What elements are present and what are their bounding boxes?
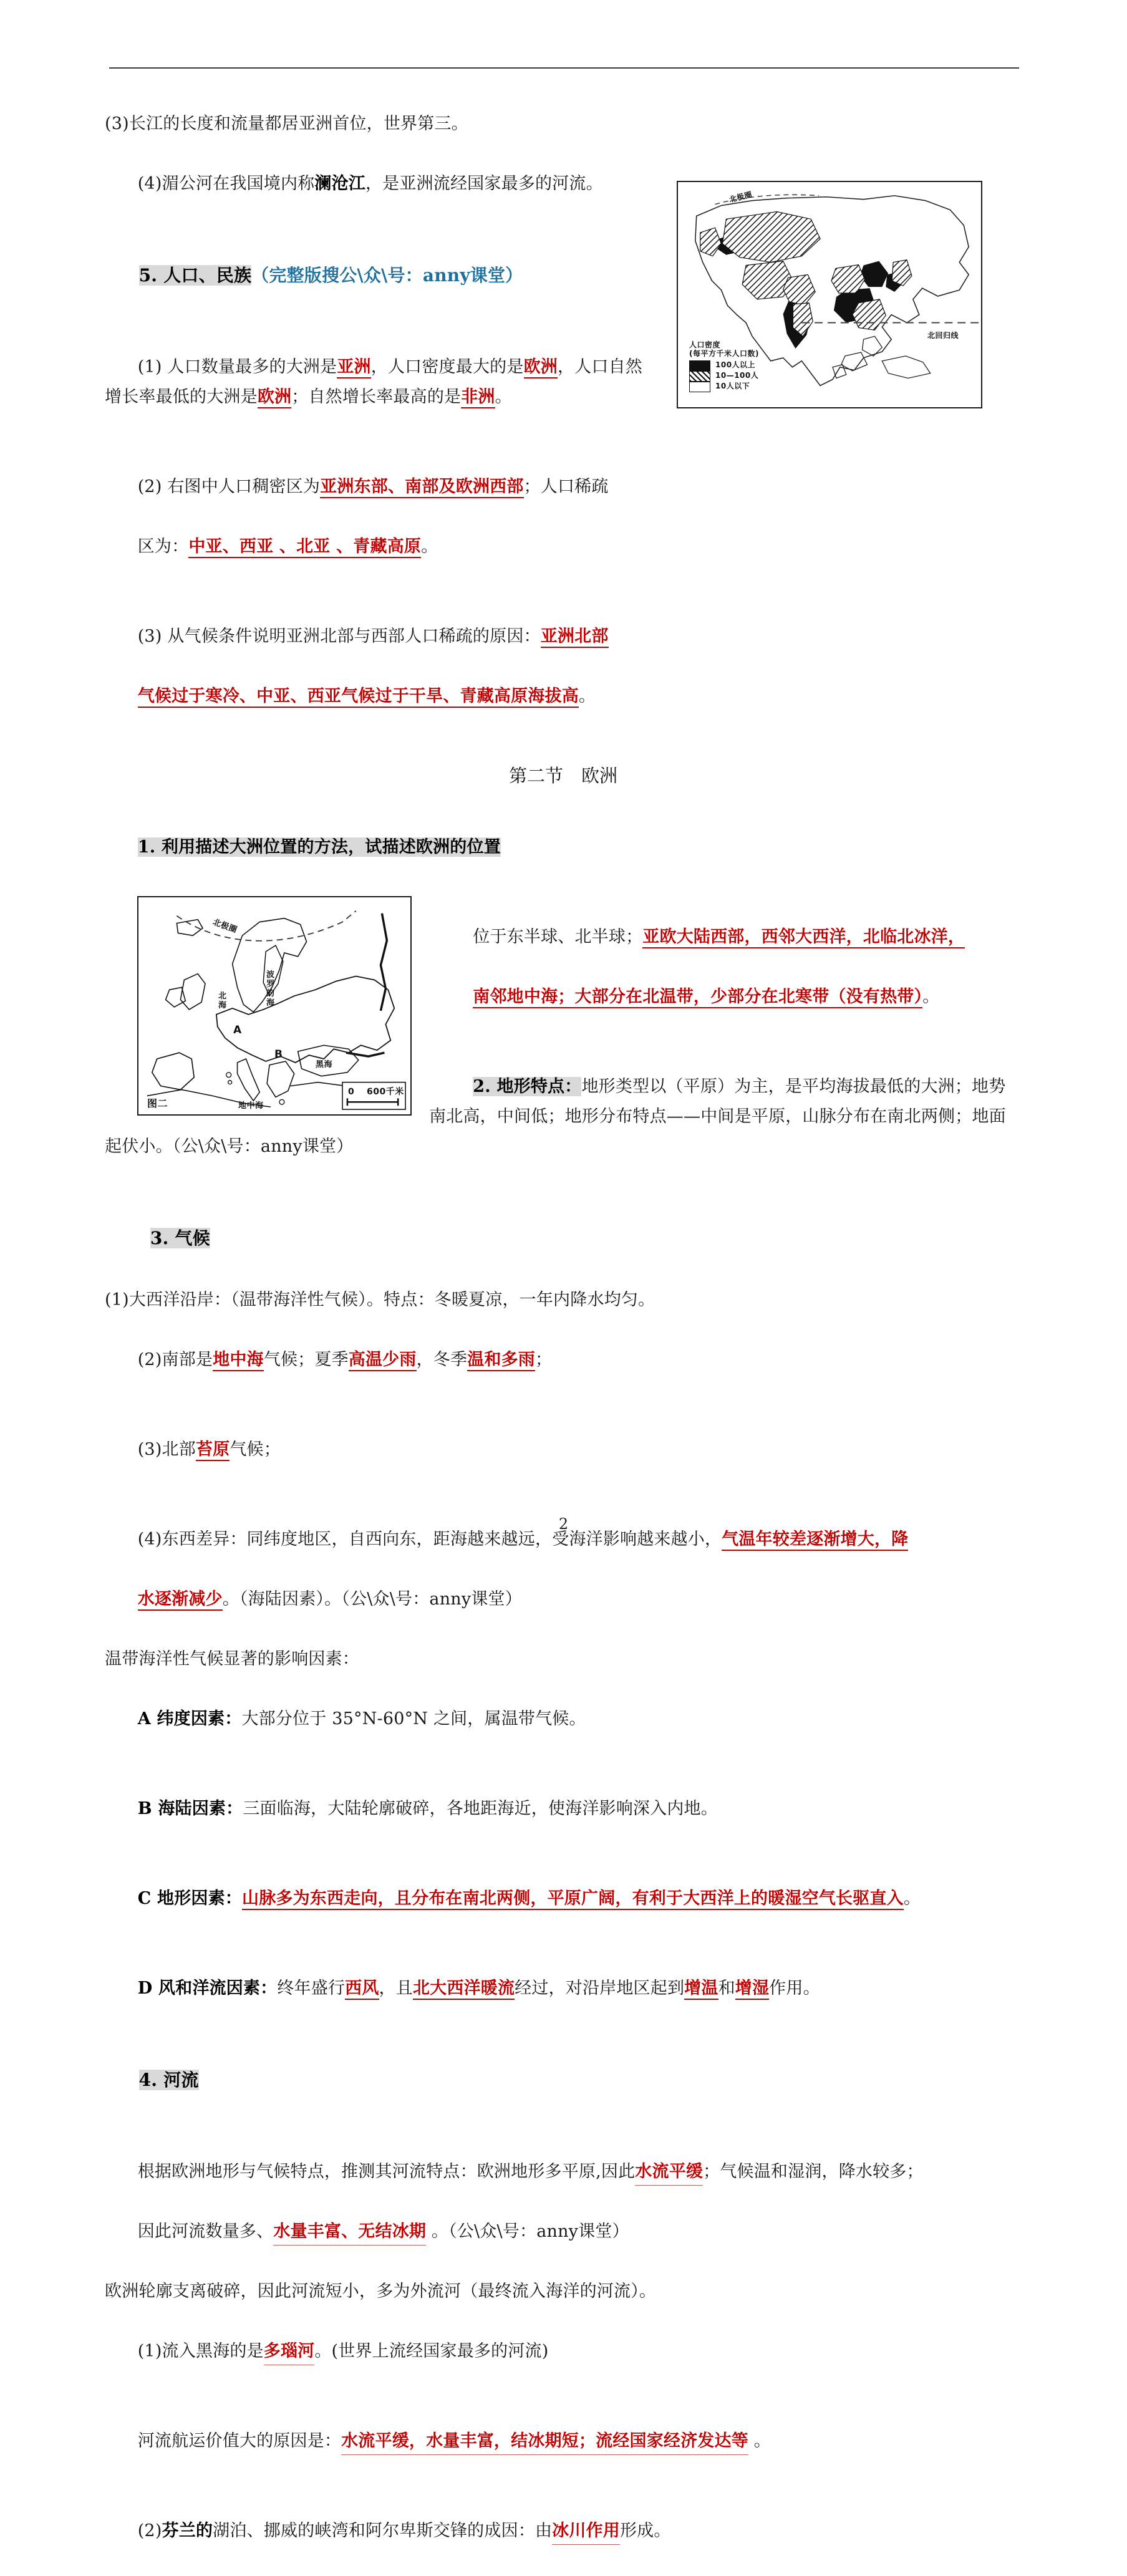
europe-factor-d-text-a: 终年盛行 bbox=[277, 1979, 346, 1998]
europe-climate-3 bbox=[105, 1405, 990, 1495]
asia-section-5-promo: （完整版搜公\众\号：anny课堂） bbox=[251, 265, 523, 286]
asia-q1-text-d: 自然增长率最低的大洲是 bbox=[105, 357, 642, 407]
chapter-title: 第二节 欧洲 bbox=[508, 765, 617, 786]
europe-factor-c bbox=[105, 1854, 1003, 1944]
asia-q1-text-a: (1) 人口数量最多的大洲是 bbox=[137, 357, 337, 377]
asia-q3-text-b: 。 bbox=[578, 687, 596, 706]
page-number: 2 bbox=[558, 1515, 569, 1533]
asia-q1-text-c: ，人口 bbox=[557, 357, 609, 377]
europe-factor-a-label: A 纬度因素： bbox=[137, 1709, 242, 1729]
europe-location-answer-1: 亚欧大陆西部，西邻大西洋，北临北冰洋， bbox=[642, 927, 965, 948]
europe-factor-b bbox=[105, 1764, 990, 1854]
europe-factor-c-end: 。 bbox=[903, 1889, 921, 1908]
europe-river-1-text-d: 。（公\众\号：anny课堂） bbox=[426, 2222, 629, 2241]
europe-climate-3-text-a: (3)北部 bbox=[137, 1440, 196, 1459]
asia-q3-answer-2: 气候过于寒冷、中亚、西亚气候过于干旱、青藏高原海拔高 bbox=[138, 687, 579, 708]
europe-factor-c-label: C 地形因素： bbox=[137, 1889, 242, 1908]
europe-map-point-b-label: B bbox=[274, 1048, 283, 1061]
europe-map-baltic-sea-label: 波罗的海 bbox=[266, 970, 275, 1008]
europe-climate-2-text-b: 气候；夏季 bbox=[263, 1350, 349, 1369]
asia-q1-text-b: ，人口密度最大的是 bbox=[370, 357, 524, 377]
europe-climate-2-answer-2: 高温少雨 bbox=[349, 1350, 417, 1371]
europe-climate-2-answer-1: 地中海 bbox=[213, 1350, 264, 1371]
asia-q2-text-a: (2) 右图中人口稠密区为 bbox=[137, 477, 321, 496]
europe-climate-2 bbox=[105, 1315, 990, 1405]
europe-river-2: 欧洲轮廓支离破碎，因此河流短小，多为外流河（最终流入海洋的河流）。 bbox=[105, 2282, 657, 2301]
europe-q1-heading-row bbox=[105, 803, 990, 892]
europe-factor-d-answer-1: 西风 bbox=[345, 1979, 379, 2000]
asia-q2-answer-2: 中亚、西亚 、北亚 、青藏高原 bbox=[188, 537, 421, 558]
europe-factor-a bbox=[105, 1674, 990, 1764]
europe-river-3-answer: 多瑙河 bbox=[264, 2342, 315, 2365]
europe-factor-d-text-c: 经过，对沿岸地区起到 bbox=[515, 1979, 685, 1998]
asia-q3-answer-1: 亚洲北部 bbox=[541, 627, 609, 648]
europe-factors-lead: 温带海洋性气候显著的影响因素： bbox=[105, 1649, 359, 1669]
legend-label-mid: 10—100人 bbox=[715, 371, 759, 380]
asia-q1-answer-1: 亚洲 bbox=[337, 357, 370, 379]
europe-location-text-a: 位于东半球、北半球； bbox=[473, 927, 643, 947]
europe-river-3 bbox=[105, 2307, 990, 2396]
europe-location-answer-2: 南邻地中海；大部分在北温带，少部分在北寒带（没有热带） bbox=[473, 987, 922, 1008]
asia-q1-answer-3: 欧洲 bbox=[258, 387, 291, 408]
asia-map-arctic-circle-label: 北极圈 bbox=[728, 190, 753, 205]
europe-climate-heading-row bbox=[105, 1192, 1022, 1285]
europe-river-5-answer: 冰川作用 bbox=[552, 2521, 620, 2545]
europe-map-scale-zero: 0 bbox=[348, 1087, 355, 1097]
europe-map-figure-caption: 图二 bbox=[147, 1097, 168, 1109]
europe-physical-map bbox=[137, 896, 412, 1116]
europe-factor-a-text: 大部分位于 35°N-60°N 之间，属温带气候。 bbox=[241, 1709, 586, 1729]
asia-q1-answer-4: 非洲 bbox=[461, 387, 495, 408]
asia-line-4-keyword: 澜沧江 bbox=[314, 174, 365, 193]
europe-factor-d-answer-3: 增温 bbox=[684, 1979, 718, 2000]
europe-river-4-answer: 水流平缓，水量丰富，结冰期短；流经国家经济发达等 bbox=[341, 2431, 748, 2455]
legend-label-high: 100人以上 bbox=[715, 360, 756, 370]
europe-q1-heading: 1. 利用描述大洲位置的方法，试描述欧洲的位置 bbox=[137, 837, 501, 857]
europe-factor-d-answer-4: 增湿 bbox=[735, 1979, 769, 2000]
europe-river-1 bbox=[105, 2127, 1003, 2277]
legend-title-line2: (每平方千米人口数) bbox=[689, 349, 759, 358]
europe-climate-2-text-d: ； bbox=[535, 1350, 553, 1369]
europe-terrain-text: 地形类型以（平原）为主，是平均海拔最低的大洲；地势南北高，中间低；地形分布特点——中间是平原，山脉分布在南北两侧；地面起伏小。（公\众\号：anny课堂） bbox=[105, 1077, 1006, 1156]
asia-q2-text-b: ；人口稀疏 bbox=[523, 477, 609, 496]
asia-line-4 bbox=[105, 139, 666, 229]
asia-line-4-pre: (4)湄公河在我国境内称 bbox=[137, 174, 315, 193]
europe-river-1-text-c: 因此河流数量多、 bbox=[137, 2222, 274, 2241]
europe-factor-d-text-d: 和 bbox=[718, 1979, 735, 1998]
europe-factor-d bbox=[105, 1944, 1003, 2033]
europe-river-5-text-a: (2) bbox=[137, 2521, 162, 2540]
legend-title-line1: 人口密度 bbox=[689, 340, 721, 349]
europe-factor-d-answer-2: 北大西洋暖流 bbox=[413, 1979, 515, 2000]
europe-location-text-b: 。 bbox=[922, 987, 940, 1006]
europe-river-5 bbox=[105, 2486, 990, 2576]
asia-section-5-heading bbox=[105, 229, 666, 322]
europe-factor-b-text: 三面临海，大陆轮廓破碎，各地距海近，使海洋影响深入内地。 bbox=[243, 1799, 718, 1818]
asia-q1-text-e: ；自然增长率最高的是 bbox=[291, 387, 462, 407]
europe-river-1-answer-1: 水流平缓 bbox=[635, 2162, 703, 2186]
europe-factor-d-label: D 风和洋流因素： bbox=[137, 1979, 278, 1998]
europe-map-point-a-label: A bbox=[233, 1024, 242, 1036]
europe-climate-4-answer-2: 水逐渐减少 bbox=[138, 1589, 223, 1611]
europe-map-north-sea-label: 北海 bbox=[218, 991, 227, 1010]
asia-section-5-title: 5. 人口、民族 bbox=[138, 265, 252, 286]
europe-climate-2-answer-3: 温和多雨 bbox=[467, 1350, 535, 1371]
europe-map-arctic-circle-label: 北极圈 bbox=[211, 917, 239, 935]
asia-q1-answer-2: 欧洲 bbox=[524, 357, 558, 379]
europe-map-mediterranean-label: 地中海 bbox=[238, 1101, 264, 1111]
europe-river-4-text-a: 河流航运价值大的原因是： bbox=[137, 2431, 342, 2451]
asia-q3-text-a: (3) 从气候条件说明亚洲北部与西部人口稀疏的原因： bbox=[137, 627, 541, 646]
europe-river-4-text-b: 。 bbox=[748, 2431, 771, 2451]
europe-terrain-heading: 2. 地形特点： bbox=[473, 1077, 582, 1096]
europe-river-heading-row bbox=[105, 2033, 990, 2127]
europe-river-3-text-a: (1)流入黑海的是 bbox=[137, 2342, 264, 2361]
asia-map-tropic-label: 北回归线 bbox=[927, 331, 959, 340]
europe-river-1-text-b: ；气候温和湿润，降水较多； bbox=[703, 2162, 924, 2181]
legend-label-low: 10人以下 bbox=[715, 382, 750, 391]
europe-map-scale-value: 600千米 bbox=[367, 1087, 404, 1097]
asia-q3 bbox=[105, 592, 990, 741]
asia-line-3: (3)长江的长度和流量都居亚洲首位，世界第三。 bbox=[105, 114, 468, 133]
header-rule bbox=[109, 67, 1019, 69]
europe-river-5-text-c: 形成。 bbox=[619, 2521, 671, 2540]
europe-river-heading: 4. 河流 bbox=[138, 2070, 199, 2090]
asia-q1 bbox=[105, 322, 654, 442]
europe-factor-c-answer: 山脉多为东西走向，且分布在南北两侧，平原广阔，有利于大西洋上的暖湿空气长驱直入 bbox=[242, 1889, 904, 1910]
europe-factor-d-text-e: 作用。 bbox=[769, 1979, 820, 1998]
europe-river-5-text-b: 湖泊、挪威的峡湾和阿尔卑斯交锋的成因：由 bbox=[213, 2521, 553, 2540]
document-body bbox=[105, 109, 1022, 2576]
europe-climate-4-text-b: 。（海陆因素）。（公\众\号：anny课堂） bbox=[222, 1589, 522, 1609]
europe-climate-4-answer-1: 气温年较差逐渐增大，降 bbox=[722, 1530, 908, 1551]
europe-map-and-text bbox=[105, 892, 1022, 1315]
asia-line-4-post: ，是亚洲流经国家最多的河流。 bbox=[365, 174, 603, 193]
asia-q2-text-d: 。 bbox=[421, 537, 438, 556]
europe-factor-b-label: B 海陆因素： bbox=[137, 1799, 243, 1818]
europe-climate-heading: 3. 气候 bbox=[150, 1228, 210, 1248]
asia-q2-answer-1: 亚洲东部、南部及欧洲西部 bbox=[320, 477, 523, 498]
asia-q2-text-c: 区为： bbox=[137, 537, 189, 556]
europe-climate-3-text-b: 气候； bbox=[230, 1440, 281, 1459]
europe-river-1-answer-2: 水量丰富、无结冰期 bbox=[273, 2222, 426, 2246]
europe-river-3-text-b: 。(世界上流经国家最多的河流) bbox=[314, 2342, 549, 2361]
asia-q1-text-f: 。 bbox=[495, 387, 512, 407]
europe-factor-d-text-b: ，且 bbox=[379, 1979, 413, 1998]
asia-q2 bbox=[105, 442, 654, 592]
europe-climate-3-answer: 苔原 bbox=[196, 1440, 230, 1461]
europe-climate-2-text-c: ，冬季 bbox=[416, 1350, 468, 1369]
europe-climate-2-text-a: (2)南部是 bbox=[137, 1350, 213, 1369]
europe-climate-4-text-a: (4)东西差异：同纬度地区，自西向东，距海越来越远，受海洋影响越来越小， bbox=[137, 1530, 722, 1549]
europe-map-black-sea-label: 黑海 bbox=[316, 1060, 333, 1069]
europe-river-4 bbox=[105, 2396, 990, 2486]
europe-climate-1: (1)大西洋沿岸：（温带海洋性气候）。特点：冬暖夏凉，一年内降水均匀。 bbox=[105, 1290, 655, 1310]
europe-river-5-bold: 芬兰的 bbox=[162, 2521, 213, 2540]
europe-river-1-text-a: 根据欧洲地形与气候特点，推测其河流特点：欧洲地形多平原,因此 bbox=[137, 2162, 636, 2181]
